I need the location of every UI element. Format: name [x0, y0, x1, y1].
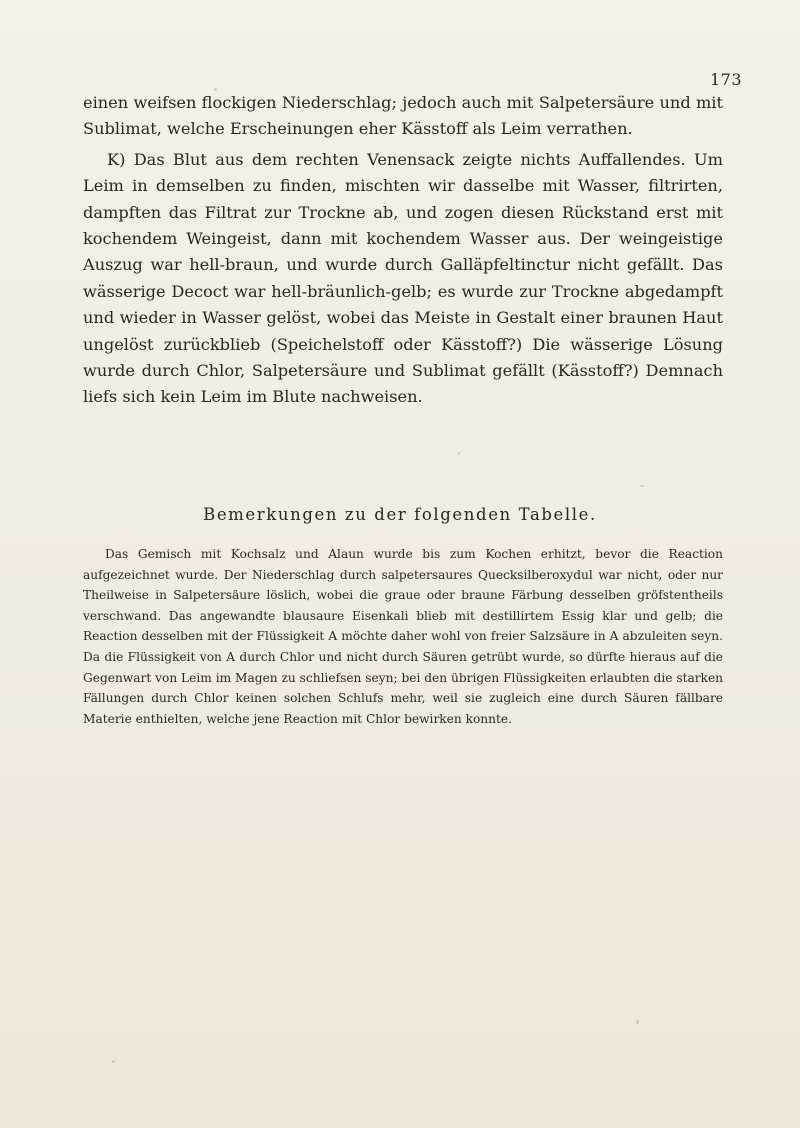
- paper-speck: [640, 485, 644, 487]
- paragraph-k: K) Das Blut aus dem rechten Venensack zeigte nichts Auffallendes. Um Leim in demselben zu finden, mischten wir dasselbe mit Wasser, filtrirten, dampften das Filtrat zur Trockne ab, und zogen diesen Rückstand erst mit kochendem Weingeist, dann mit kochendem Wasser aus. Der weingeistige Auszug war hell-braun, und wurde durch Galläpfeltinctur nicht gefällt. Das wässerige Decoct war hell-bräunlich-gelb; es wurde zur Trockne abgedampft und wieder in Wasser gelöst, wobei das Meiste in Gestalt einer braunen Haut ungelöst zurückblieb (Speichelstoff oder Kässtoff?) Die wässerige Lösung wurde durch Chlor, Salpetersäure und Sublimat gefällt (Kässtoff?) Demnach liefs sich kein Leim im Blute nachweisen.: [83, 149, 723, 407]
- section-heading: Bemerkungen zu der folgenden Tabelle.: [203, 505, 597, 524]
- paragraph-continuation: einen weifsen flockigen Niederschlag; jedoch auch mit Salpetersäure und mit Sublimat, welche Erscheinungen eher Kässtoff als Leim verrathen.: [83, 93, 723, 139]
- paper-speck: [458, 452, 460, 455]
- table-notes-paragraph: Das Gemisch mit Kochsalz und Alaun wurde bis zum Kochen erhitzt, bevor die Reaction aufgezeichnet wurde. Der Niederschlag durch salpetersaures Quecksilberoxydul war nicht, oder nur Theilweise in Salpetersäure löslich, wobei die graue oder braune Färbung desselben gröfstentheils verschwand. Das angewandte blausaure Eisenkali blieb mit destillirtem Essig klar und gelb; die Reaction desselben mit der Flüssigkeit A möchte daher wohl von freier Salzsäure in A abzuleiten seyn. Da die Flüssigkeit von A durch Chlor und nicht durch Säuren getrübt wurde, so dürfte hieraus auf die Gegenwart von Leim im Magen zu schliefsen seyn; bei den übrigen Flüssigkeiten erlaubten die starken Fällungen durch Chlor keinen solchen Schlufs mehr, weil sie zugleich eine durch Säuren fällbare Materie enthielten, welche jene Reaction mit Chlor bewirken konnte.: [83, 547, 724, 726]
- page-number: 173: [709, 70, 742, 89]
- main-text: [83, 90, 723, 411]
- paper-speck: [214, 88, 217, 91]
- paper-speck: [112, 1060, 115, 1063]
- paper-speck: [636, 1020, 639, 1024]
